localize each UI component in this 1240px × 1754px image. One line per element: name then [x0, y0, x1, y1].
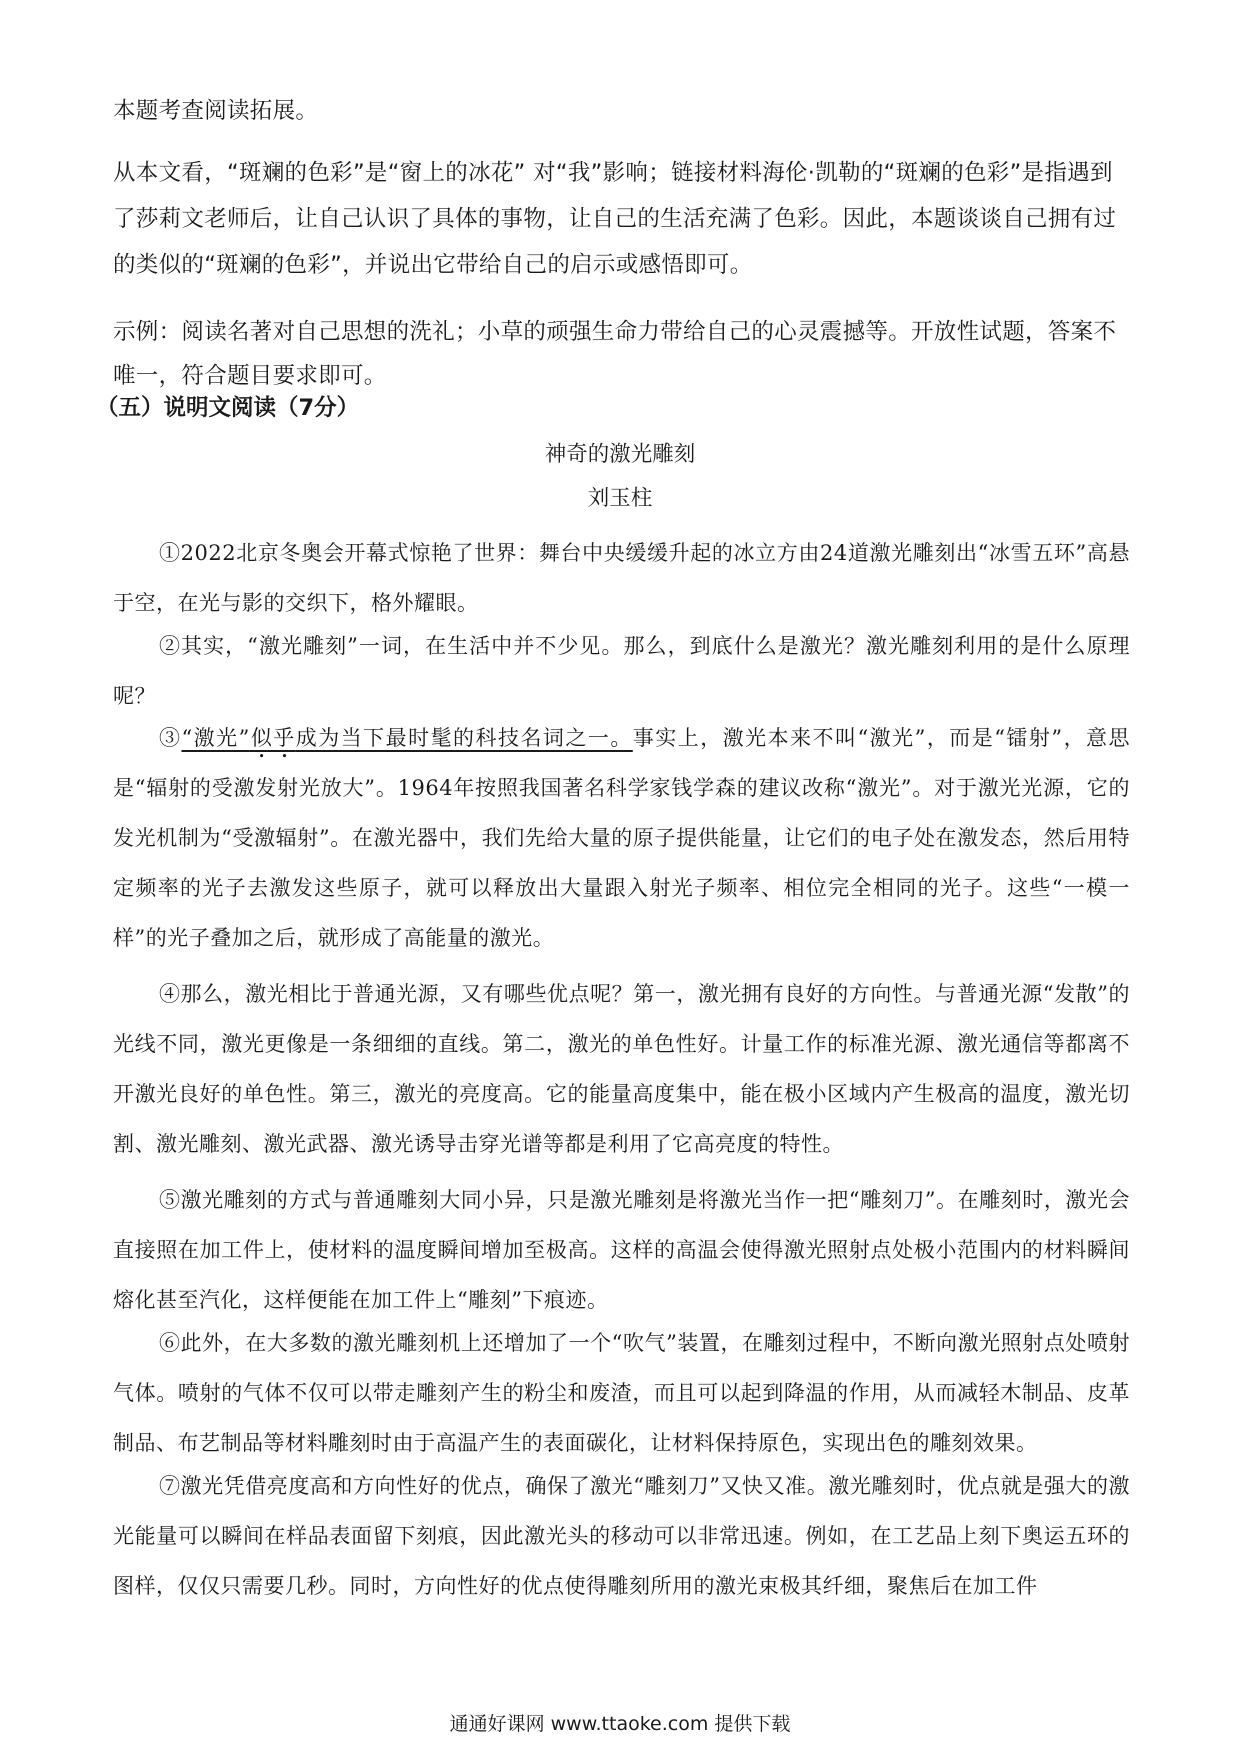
paragraph-3: [113, 713, 1130, 963]
paragraph-7: ⑦激光凭借亮度高和方向性好的优点，确保了激光“雕刻刀”又快又准。激光雕刻时，优点就是强大的激光能量可以瞬间在样品表面留下刻痕，因此激光头的移动可以非常迅速。例如，在工艺品上刻下奥运五环的图样，仅仅只需要几秒。同时，方向性好的优点使得雕刻所用的激光束极其纤细，聚焦后在加工件: [113, 1474, 1130, 1598]
underlined-phrase: “激光”: [181, 726, 250, 750]
answer-line: 本题考查阅读拓展。: [113, 98, 319, 124]
page-footer: 通通好课网 www.ttaoke.com 提供下载: [449, 1713, 791, 1735]
paragraph-4: ④那么，激光相比于普通光源，又有哪些优点呢？第一，激光拥有良好的方向性。与普通光源“发散”的光线不同，激光更像是一条细细的直线。第二，激光的单色性好。计量工作的标准光源、激光通信等都离不开激光良好的单色性。第三，激光的亮度高。它的能量高度集中，能在极小区域内产生极高的温度，激光切割、激光雕刻、激光武器、激光诱导击穿光谱等都是利用了它高亮度的特性。: [113, 982, 1130, 1156]
paragraph-6: ⑥此外，在大多数的激光雕刻机上还增加了一个“吹气”装置，在雕刻过程中，不断向激光照射点处喷射气体。喷射的气体不仅可以带走雕刻产生的粉尘和废渣，而且可以起到降温的作用，从而减轻木制品、皮革制品、布艺制品等材料雕刻时由于高温产生的表面碳化，让材料保持原色，实现出色的雕刻效果。: [113, 1331, 1130, 1455]
paragraph-3-body: 事实上，激光本来不叫“激光”，而是“镭射”，意思是“辐射的受激发射光放大”。1964年按照我国著名科学家钱学森的建议改称“激光”。对于激光光源，它的发光机制为“受激辐射”。在激光器中，我们先给大量的原子提供能量，让它们的电子处在激发态，然后用特定频率的光子去激发这些原子，就可以释放出大量跟入射光子频率、相位完全相同的光子。这些“一模一样”的光子叠加之后，就形成了高能量的激光。: [113, 726, 1131, 950]
article-author: 刘玉柱: [587, 486, 653, 511]
underlined-sentence: 成为当下最时髦的科技名词之一。: [295, 726, 633, 750]
article-title: 神奇的激光雕刻: [544, 442, 696, 467]
paragraph-5: ⑤激光雕刻的方式与普通雕刻大同小异，只是激光雕刻是将激光当作一把“雕刻刀”。在雕刻时，激光会直接照在加工件上，使材料的温度瞬间增加至极高。这样的高温会使得激光照射点处极小范围内的材料瞬间熔化甚至汽化，这样便能在加工件上“雕刻”下痕迹。: [113, 1188, 1130, 1312]
paragraph-2: ②其实，“激光雕刻”一词，在生活中并不少见。那么，到底什么是激光？激光雕刻利用的是什么原理呢？: [113, 634, 1130, 708]
answer-example: 示例：阅读名著对自己思想的洗礼；小草的顽强生命力带给自己的心灵震撼等。开放性试题，答案不唯一，符合题目要求即可。: [113, 319, 1117, 389]
emphasized-word: 似乎: [249, 726, 296, 750]
paragraph-1: ①2022北京冬奥会开幕式惊艳了世界：舞台中央缓缓升起的冰立方由24道激光雕刻出“冰雪五环”高悬于空，在光与影的交织下，格外耀眼。: [113, 541, 1130, 615]
paragraph-number: ③: [159, 726, 182, 750]
answer-explanation: 从本文看，“斑斓的色彩”是“窗上的冰花” 对“我”影响；链接材料海伦·凯勒的“斑斓的色彩”是指遇到了莎莉文老师后，让自己认识了具体的事物，让自己的生活充满了色彩。因此，本题谈谈自己拥有过的类似的“斑斓的色彩”，并说出它带给自己的启示或感悟即可。: [113, 160, 1117, 278]
section-heading: （五）说明文阅读（7分）: [96, 395, 360, 421]
